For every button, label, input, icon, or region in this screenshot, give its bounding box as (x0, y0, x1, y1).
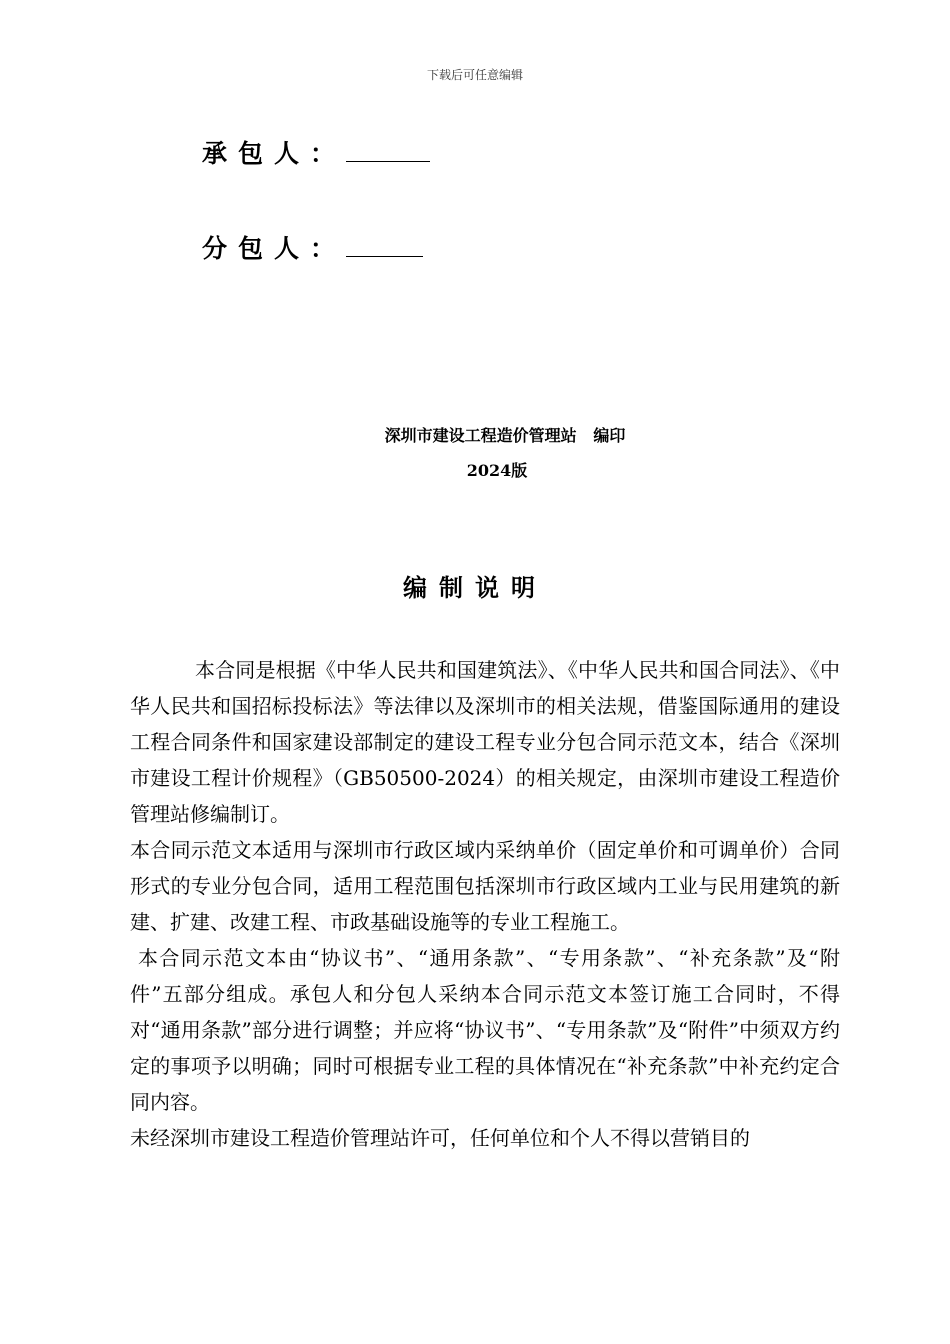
body-text (130, 652, 840, 1156)
page-header-note: 下载后可任意编辑 (426, 68, 523, 82)
paragraph-composition: 本合同示范文本由“协议书”、“通用条款”、“专用条款”、“补充条款”及“附件”五部分组成。承包人和分包人采纳本合同示范文本签订施工合同时，不得对“通用条款”部分进行调整；并应将“协议书”、“专用条款”及“附件”中须双方约定的事项予以明确；同时可根据专业工程的具体情况在“补充条款”中补充约定合同内容。 (130, 946, 840, 1114)
contractor-label: 承包人： (202, 139, 347, 168)
contractor-line (202, 134, 430, 170)
publisher-line: 深圳市建设工程造价管理站 编印 (384, 426, 626, 445)
contractor-blank (346, 137, 430, 162)
edition-line: 2024版 (466, 461, 528, 480)
paragraph-scope: 本合同示范文本适用与深圳市行政区域内采纳单价（固定单价和可调单价）合同形式的专业分包合同，适用工程范围包括深圳市行政区域内工业与民用建筑的新建、扩建、改建工程、市政基础设施等的专业工程施工。 (130, 838, 840, 934)
subcontractor-blank (346, 232, 423, 257)
paragraph-restriction: 未经深圳市建设工程造价管理站许可，任何单位和个人不得以营销目的 (130, 1126, 750, 1150)
paragraph-basis: 本合同是根据《中华人民共和国建筑法》、《中华人民共和国合同法》、《中华人民共和国招标投标法》等法律以及深圳市的相关法规，借鉴国际通用的建设工程合同条件和国家建设部制定的建设工程专业分包合同示范文本，结合《深圳市建设工程计价规程》（GB50500-2024）的相关规定，由深圳市建设工程造价管理站修编制订。 (130, 658, 840, 826)
section-title: 编制说明 (403, 573, 547, 602)
subcontractor-line (202, 229, 423, 265)
subcontractor-label: 分包人： (202, 234, 347, 263)
